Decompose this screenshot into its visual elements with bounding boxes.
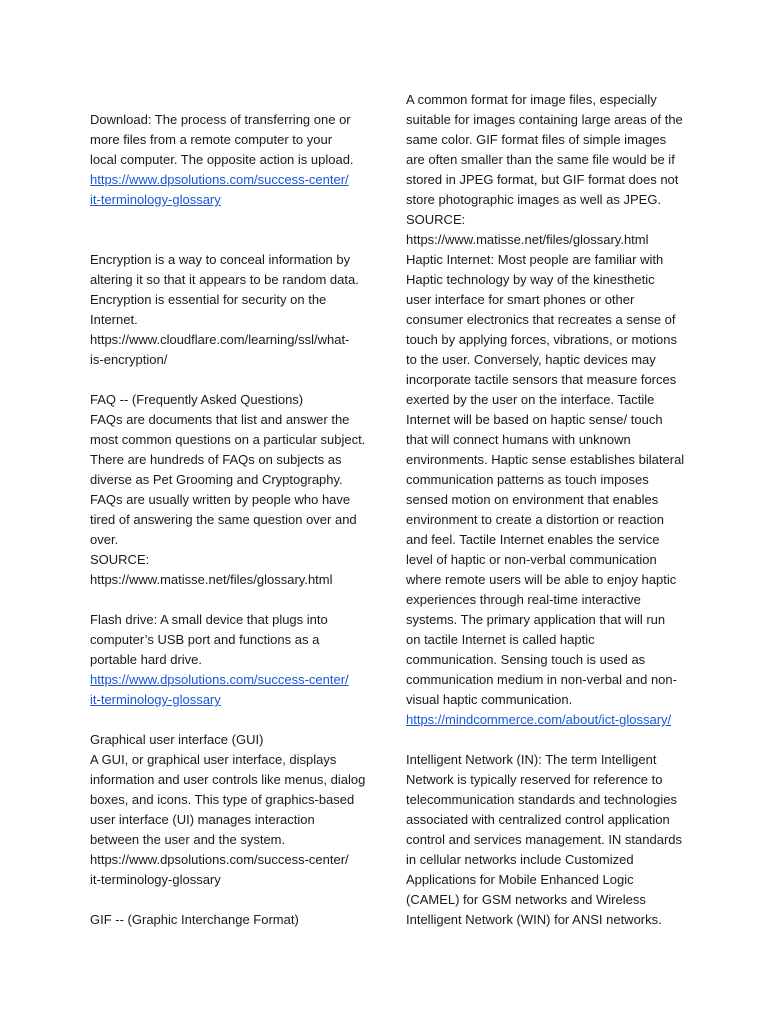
text-line: diverse as Pet Grooming and Cryptography. (90, 472, 343, 487)
text-line: Network is typically reserved for reference to (406, 772, 663, 787)
text-line: https://www.matisse.net/files/glossary.html (90, 572, 333, 587)
text-line: computer’s USB port and functions as a (90, 632, 320, 647)
text-line: visual haptic communication. (406, 692, 573, 707)
text-line: environment to create a distortion or reaction (406, 512, 664, 527)
text-line: is-encryption/ (90, 352, 168, 367)
text-line: over. (90, 532, 119, 547)
text-line: and feel. Tactile Internet enables the service (406, 532, 660, 547)
text-line: Haptic technology by way of the kinesthetic (406, 272, 655, 287)
text-line: that will connect humans with unknown (406, 432, 631, 447)
text-line: boxes, and icons. This type of graphics-based (90, 792, 355, 807)
entry-download (90, 110, 370, 210)
text-line: in cellular networks include Customized (406, 852, 634, 867)
text-line: same color. GIF format files of simple images (406, 132, 667, 147)
text-line: Internet will be based on haptic sense/ touch (406, 412, 663, 427)
text-line: incorporate tactile sensors that measure forces (406, 372, 677, 387)
text-line: local computer. The opposite action is upload. (90, 152, 354, 167)
text-line: between the user and the system. (90, 832, 286, 847)
text-line: store photographic images as well as JPEG. (406, 192, 662, 207)
haptic-source-link[interactable]: https://mindcommerce.com/about/ict-glossary/ (406, 712, 672, 727)
entry-heading: FAQ -- (Frequently Asked Questions) (90, 392, 304, 407)
text-line: https://www.dpsolutions.com/success-center/ (90, 852, 349, 867)
entry-faq (90, 390, 370, 590)
entry-gif (406, 90, 686, 250)
text-line: environments. Haptic sense establishes bilateral (406, 452, 685, 467)
text-line: Haptic Internet: Most people are familiar with (406, 252, 664, 267)
text-line: FAQs are usually written by people who have (90, 492, 351, 507)
text-line: consumer electronics that recreates a sense of (406, 312, 676, 327)
text-line: Encryption is essential for security on the (90, 292, 327, 307)
entry-heading: Graphical user interface (GUI) (90, 732, 264, 747)
text-line: Intelligent Network (WIN) for ANSI networks. (406, 912, 662, 927)
text-line: more files from a remote computer to your (90, 132, 333, 147)
text-line: experiences through real-time interactive (406, 592, 641, 607)
flash-drive-source-link[interactable]: it-terminology-glossary (90, 692, 221, 707)
download-source-link[interactable]: https://www.dpsolutions.com/success-center/ (90, 172, 349, 187)
text-line: A GUI, or graphical user interface, displays (90, 752, 337, 767)
text-line: it-terminology-glossary (90, 872, 221, 887)
text-line: Applications for Mobile Enhanced Logic (406, 872, 634, 887)
text-line: (CAMEL) for GSM networks and Wireless (406, 892, 646, 907)
text-line: information and user controls like menus, dialog (90, 772, 366, 787)
text-line: There are hundreds of FAQs on subjects as (90, 452, 342, 467)
text-line: control and services management. IN standards (406, 832, 683, 847)
text-line: communication medium in non-verbal and non- (406, 672, 677, 687)
text-line: systems. The primary application that will run (406, 612, 666, 627)
entry-intelligent-network (406, 750, 686, 930)
text-line: A common format for image files, especially (406, 92, 657, 107)
text-line: communication patterns as touch imposes (406, 472, 649, 487)
text-line: where remote users will be able to enjoy haptic (406, 572, 677, 587)
text-line: https://www.cloudflare.com/learning/ssl/what- (90, 332, 350, 347)
entry-heading-gif: GIF -- (Graphic Interchange Format) (90, 912, 299, 927)
text-line: altering it so that it appears to be random data. (90, 272, 359, 287)
text-line: user interface (UI) manages interaction (90, 812, 315, 827)
text-line: associated with centralized control application (406, 812, 670, 827)
text-line: portable hard drive. (90, 652, 203, 667)
text-line: Encryption is a way to conceal information by (90, 252, 351, 267)
text-line: sensed motion on environment that enables (406, 492, 659, 507)
text-line: FAQs are documents that list and answer the (90, 412, 350, 427)
right-column (406, 90, 686, 930)
text-line: Intelligent Network (IN): The term Intelligent (406, 752, 657, 767)
entry-haptic (406, 250, 686, 730)
text-line: to the user. Conversely, haptic devices may (406, 352, 656, 367)
flash-drive-source-link[interactable]: https://www.dpsolutions.com/success-center/ (90, 672, 349, 687)
text-line: suitable for images containing large areas of the (406, 112, 683, 127)
text-line: most common questions on a particular subject. (90, 432, 366, 447)
text-line: level of haptic or non-verbal communication (406, 552, 657, 567)
text-line: Flash drive: A small device that plugs into (90, 612, 328, 627)
text-line: are often smaller than the same file would be if (406, 152, 675, 167)
text-line: communication. Sensing touch is used as (406, 652, 646, 667)
text-line: exerted by the user on the interface. Tactile (406, 392, 655, 407)
text-line: telecommunication standards and technologies (406, 792, 678, 807)
text-line: tired of answering the same question over and (90, 512, 357, 527)
text-line: https://www.matisse.net/files/glossary.html (406, 232, 649, 247)
entry-encryption (90, 250, 370, 370)
entry-gui (90, 730, 370, 890)
entry-flash-drive (90, 610, 370, 710)
download-source-link[interactable]: it-terminology-glossary (90, 192, 221, 207)
text-line: user interface for smart phones or other (406, 292, 635, 307)
text-line: touch by applying forces, vibrations, or motions (406, 332, 677, 347)
text-line: Internet. (90, 312, 138, 327)
left-column (90, 110, 370, 930)
text-line: SOURCE: (90, 552, 150, 567)
text-line: SOURCE: (406, 212, 466, 227)
text-line: stored in JPEG format, but GIF format does not (406, 172, 679, 187)
text-line: on tactile Internet is called haptic (406, 632, 595, 647)
text-line: Download: The process of transferring one or (90, 112, 351, 127)
